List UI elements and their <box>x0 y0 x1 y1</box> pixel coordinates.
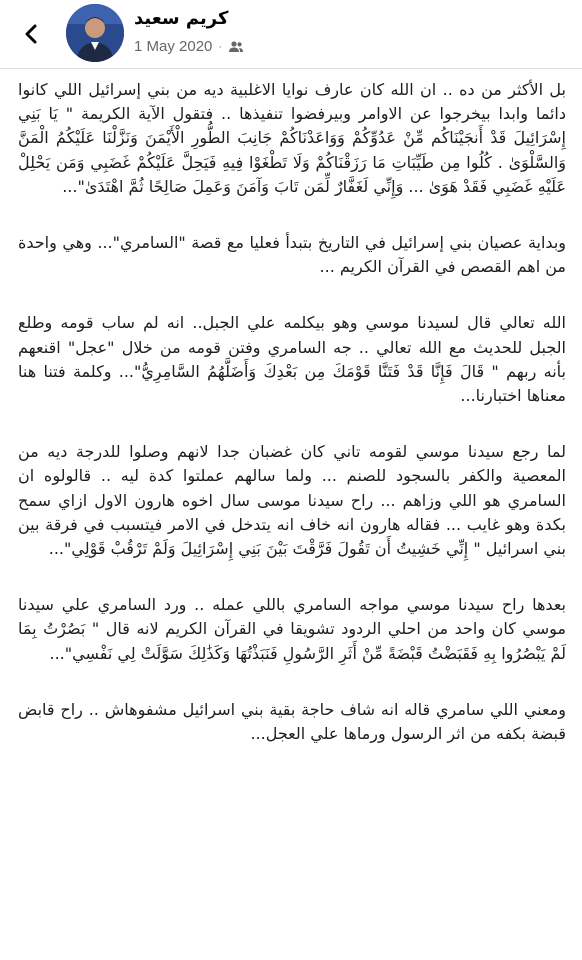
author-name[interactable]: كريم سعيد <box>134 8 229 29</box>
post-paragraph: الله تعالي قال لسيدنا موسي وهو بيكلمه علي الجبل.. انه لم ساب قومه وطلع الجبل للحديث مع الله تعالي .. جه السامري وفتن قومه من خلال "عجل" اقنعهم بأنه ربهم " قَالَ فَإِنَّا قَدْ فَتَنَّا قَوْمَكَ مِن بَعْدِكَ وَأَضَلَّهُمُ السَّامِرِيُّ"... وكلمة فتنا هنا معناها اختبارنا... <box>18 313 566 406</box>
post-date[interactable]: 1 May 2020 <box>134 38 213 55</box>
avatar[interactable] <box>66 4 124 62</box>
post-paragraph: ومعني اللي سامري قاله انه شاف حاجة بقية بني اسرائيل مشفوهاش .. راح قابض قبضة بكفه من اثر الرسول ورماها علي العجل... <box>18 699 566 744</box>
friends-icon <box>228 40 244 54</box>
chevron-left-icon <box>21 23 43 45</box>
back-button[interactable] <box>14 16 50 52</box>
post-paragraph: وبداية عصيان بني إسرائيل في التاريخ بتبدأ فعليا مع قصة "السامري"... وهي واحدة من اهم القصص في القرآن الكريم ... <box>18 233 566 277</box>
post-paragraph: بل الأكثر من ده .. ان الله كان عارف نوايا الاغلبية ديه من بني إسرائيل اللي كانوا دائما وابدا بيخرجوا عن الاوامر وبيرفضوا تنفيذها .. فتقول الآية الكريمة " يَا بَنِي إِسْرَائِيلَ قَدْ أَنجَيْنَاكُم مِّنْ عَدُوِّكُمْ وَوَاعَدْنَاكُمْ جَانِبَ الطُّورِ الْأَيْمَنَ وَنَزَّلْنَا عَلَيْكُمُ الْمَنَّ وَالسَّلْوَىٰ . كُلُوا مِن طَيِّبَاتِ مَا رَزَقْنَاكُمْ وَلَا تَطْغَوْا فِيهِ فَيَحِلَّ عَلَيْكُمْ غَضَبِي وَمَن يَحْلِلْ عَلَيْهِ غَضَبِي فَقَدْ هَوَىٰ ... وَإِنِّي لَغَفَّارٌ لِّمَن تَابَ وَآمَنَ وَعَمِلَ صَالِحًا ثُمَّ اهْتَدَىٰ"... <box>18 80 566 196</box>
post-meta <box>134 38 244 55</box>
post-header <box>0 0 582 69</box>
post-paragraph: لما رجع سيدنا موسي لقومه تاني كان غضبان جدا لانهم وصلوا للدرجة ديه من المعصية والكفر بالسجود للصنم ... ولما سالهم عملتوا كدة ليه .. قالولوه ان السامري هو اللي وزاهم ... راح سيدنا موسى سال اخوه هارون الاول ازاي سمح بكدة وهو غايب ... فقاله هارون انه خاف انه يتدخل في الامر فيتسبب في فرقة بين بني اسرائيل " إِنِّي خَشِيتُ أَن تَقُولَ فَرَّقْتَ بَيْنَ بَنِي إِسْرَائِيلَ وَلَمْ تَرْقُبْ قَوْلِي"... <box>18 442 566 559</box>
post-paragraph: بعدها راح سيدنا موسي مواجه السامري باللي عمله .. ورد السامري علي سيدنا موسي كان واحد من احلي الردود تشويقا في القرآن الكريم لانه قال " بَصُرْتُ بِمَا لَمْ يَبْصُرُوا بِهِ فَقَبَضْتُ قَبْضَةً مِّنْ أَثَرِ الرَّسُولِ فَنَبَذْتُهَا وَكَذَٰلِكَ سَوَّلَتْ لِي نَفْسِي"... <box>18 595 566 663</box>
avatar-image <box>66 4 124 62</box>
meta-separator: · <box>218 40 223 53</box>
post-text <box>18 78 566 778</box>
